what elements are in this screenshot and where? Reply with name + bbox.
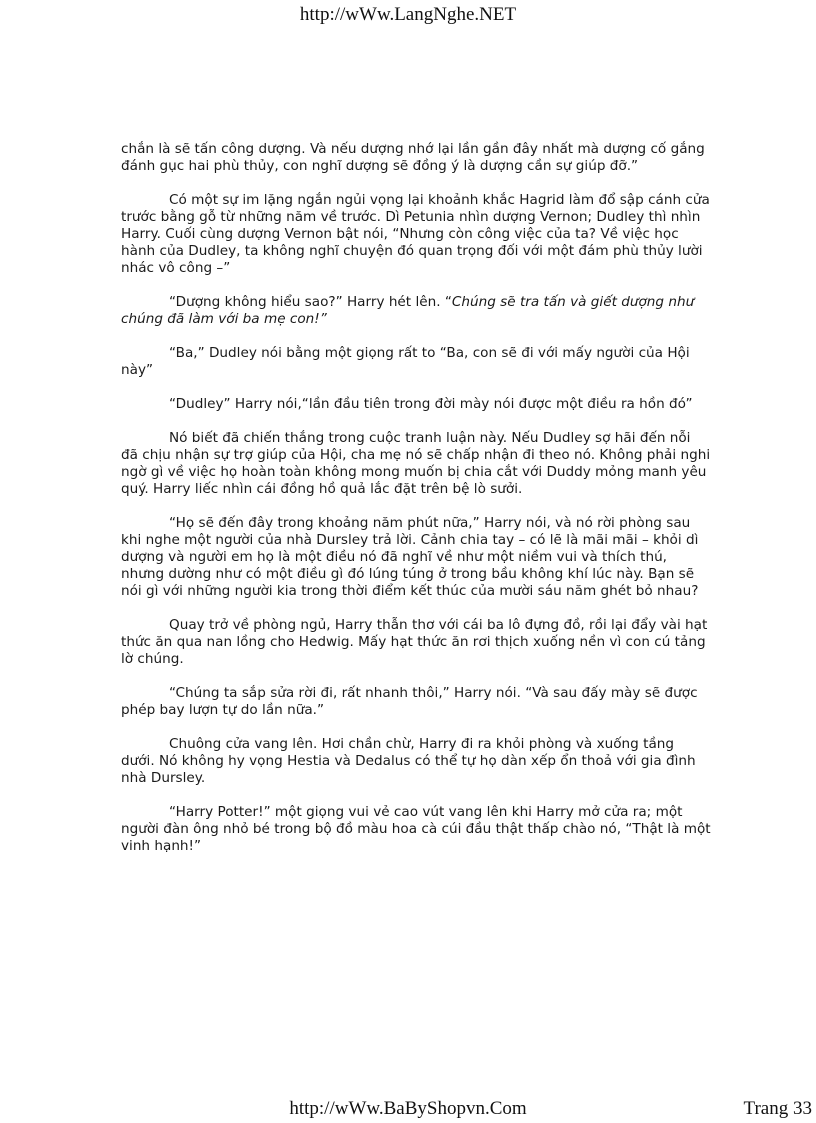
paragraph-3-text: “Dượng không hiểu sao?” Harry hét lên. “ [169,294,452,310]
paragraph-10: Chuông cửa vang lên. Hơi chần chừ, Harry đi ra khỏi phòng và xuống tầng dưới. Nó không hy vọng Hestia và Dedalus có thể tự họ dàn xếp ổn thoả với gia đình nhà Dursley. [121,736,696,786]
paragraph-3-italic: Chúng sẽ tra tấn và giết dượng như chúng đã làm với ba mẹ con!” [121,294,695,327]
footer-url: http://wWw.BaByShopvn.Com [289,1098,527,1119]
paragraph-4: “Ba,” Dudley nói bằng một giọng rất to “Ba, con sẽ đi với mấy người của Hội này” [121,345,690,378]
paragraph-11: “Harry Potter!” một giọng vui vẻ cao vút vang lên khi Harry mở cửa ra; một người đàn ông nhỏ bé trong bộ đồ màu hoa cà cúi đầu thật thấp chào nó, “Thật là một vinh hạnh!” [121,804,711,854]
paragraph-6: Nó biết đã chiến thắng trong cuộc tranh luận này. Nếu Dudley sợ hãi đến nỗi đã chịu nhận sự trợ giúp của Hội, cha mẹ nó sẽ chấp nhận đi theo nó. Không phải nghi ngờ gì về việc họ hoàn toàn không mong muốn bị chia cắt với Duddy mỏng manh yêu quý. Harry liếc nhìn cái đồng hồ quả lắc đặt trên bệ lò sưởi. [121,430,711,497]
paragraph-3 [121,294,711,328]
paragraph-8: Quay trở về phòng ngủ, Harry thẫn thơ với cái ba lô đựng đồ, rồi lại đẩy vài hạt thức ăn qua nan lồng cho Hedwig. Mấy hạt thức ăn rơi thịch xuống nền vì con cú tảng lờ chúng. [121,617,708,667]
paragraph-2: Có một sự im lặng ngắn ngủi vọng lại khoảnh khắc Hagrid làm đổ sập cánh cửa trước bằng gỗ từ những năm về trước. Dì Petunia nhìn dượng Vernon; Dudley thì nhìn Harry. Cuối cùng dượng Vernon bật nói, “Nhưng còn công việc của ta? Về việc học hành của Dudley, ta không nghĩ chuyện đó quan trọng đối với một đám phù thủy lười nhác vô công –” [121,192,710,276]
paragraph-9: “Chúng ta sắp sửa rời đi, rất nhanh thôi,” Harry nói. “Và sau đấy mày sẽ được phép bay lượn tự do lần nữa.” [121,685,698,718]
paragraph-1: chắn là sẽ tấn công dượng. Và nếu dượng nhớ lại lần gần đây nhất mà dượng cố gắng đánh gục hai phù thủy, con nghĩ dượng sẽ đồng ý là dượng cần sự giúp đỡ.” [121,141,705,174]
header-url: http://wWw.LangNghe.NET [299,4,517,25]
page-body [121,141,711,872]
paragraph-5: “Dudley” Harry nói,“lần đầu tiên trong đời mày nói được một điều ra hồn đó” [169,396,693,412]
paragraph-7: “Họ sẽ đến đây trong khoảng năm phút nữa,” Harry nói, và nó rời phòng sau khi nghe một người của nhà Dursley trả lời. Cảnh chia tay – có lẽ là mãi mãi – khỏi dì dượng và người em họ là một điều nó đã nghĩ về như một niềm vui và thích thú, nhưng dường như có một điều gì đó lúng túng ở trong bầu không khí lúc này. Bạn sẽ nói gì với những người kia trong thời điểm kết thúc của mười sáu năm ghét bỏ nhau? [121,515,699,599]
page-number: Trang 33 [743,1098,812,1119]
